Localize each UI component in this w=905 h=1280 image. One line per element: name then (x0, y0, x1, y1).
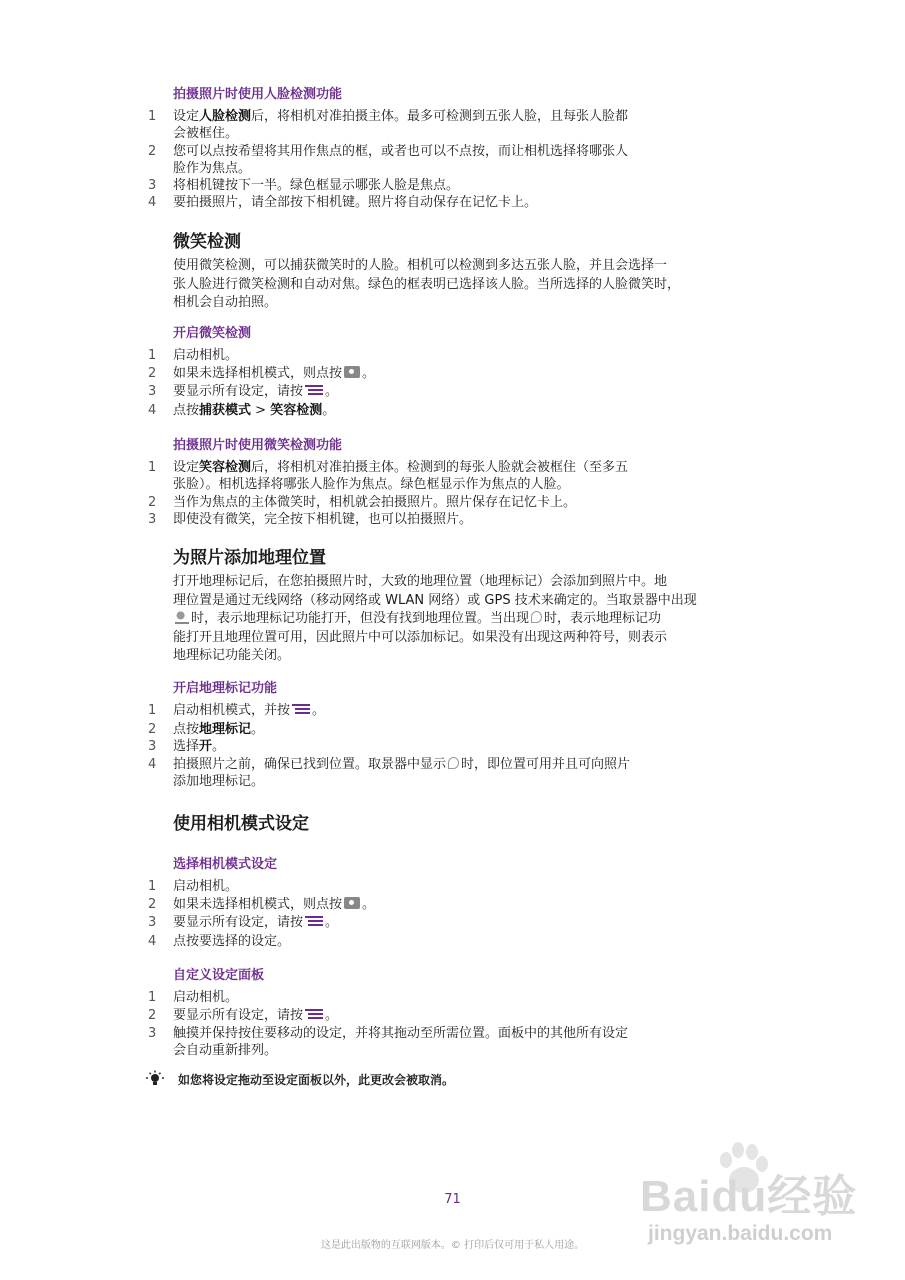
text: 张人脸进行微笑检测和自动对焦。绿色的框表明已选择该人脸。当所选择的人脸微笑时， (173, 276, 681, 292)
text: 理位置是通过无线网络（移动网络或 WLAN 网络）或 GPS 技术来确定的。当取景器中出现 (173, 592, 697, 608)
watermark-url: jingyan.baidu.com (648, 1222, 833, 1245)
subheading-customize-panel: 自定义设定面板 (173, 968, 265, 983)
text: 选择 (173, 739, 200, 754)
text: 要显示所有设定，请按 (173, 384, 304, 399)
text: 拍摄照片之前，确保已找到位置。取景器中显示 (173, 757, 447, 772)
item-text: 将相机键按下一半。绿色框显示哪张人脸是焦点。 (173, 178, 460, 193)
geotag-searching-icon (175, 611, 189, 624)
item-number: 1 (148, 348, 157, 363)
subheading-enable-smile: 开启微笑检测 (173, 326, 252, 341)
item-text: 启动相机。 (173, 879, 239, 894)
item-number: 3 (148, 512, 157, 527)
text: 添加地理标记。 (173, 774, 265, 789)
subheading-smile-shooting: 拍摄照片时使用微笑检测功能 (173, 438, 343, 453)
text: 设定 (173, 109, 200, 124)
text: 。 (362, 366, 376, 381)
text: 打开地理标记后，在您拍摄照片时，大致的地理位置（地理标记）会添加到照片中。地 (173, 574, 668, 589)
bold-term: 开 (199, 739, 213, 754)
camera-icon (344, 366, 360, 378)
text: 地理标记功能关闭。 (173, 648, 291, 663)
item-text: 即使没有微笑，完全按下相机键，也可以拍摄照片。 (173, 512, 473, 527)
heading-smile-detection: 微笑检测 (173, 232, 241, 252)
text: 触摸并保持按住要移动的设定，并将其拖动至所需位置。面板中的其他所有设定 (173, 1026, 629, 1041)
item-number: 2 (148, 897, 157, 912)
watermark-logo-text: Baidu经验 (640, 1172, 858, 1221)
item-text: 启动相机。 (173, 348, 239, 363)
text: 启动相机模式，并按 (173, 703, 291, 718)
text: 您可以点按希望将其用作焦点的框，或者也可以不点按，而让相机选择将哪张人 (173, 144, 629, 159)
heading-camera-mode-settings: 使用相机模式设定 (173, 814, 309, 834)
item-text (173, 143, 733, 177)
item-number: 3 (148, 1026, 157, 1041)
menu-icon (305, 1008, 323, 1021)
item-number: 4 (148, 757, 157, 772)
item-number: 3 (148, 915, 157, 930)
text: > (251, 403, 271, 418)
bold-term: 人脸检测 (199, 109, 252, 124)
text: 。 (325, 384, 339, 399)
text: 。 (322, 403, 336, 418)
text: 。 (362, 897, 376, 912)
text: 。 (251, 722, 265, 737)
text: 使用微笑检测，可以捕获微笑时的人脸。相机可以检测到多达五张人脸，并且会选择一 (173, 258, 668, 273)
bold-term: 笑容检测 (199, 460, 252, 475)
item-number: 2 (148, 1008, 157, 1023)
item-text: 要拍摄照片，请全部按下相机键。照片将自动保存在记忆卡上。 (173, 195, 538, 210)
subheading-enable-geotag: 开启地理标记功能 (173, 681, 278, 696)
text: 如果未选择相机模式，则点按 (173, 897, 343, 912)
item-number: 2 (148, 722, 157, 737)
text: 后，将相机对准拍摄主体。最多可检测到五张人脸，且每张人脸都 (251, 109, 629, 124)
item-text (173, 1025, 733, 1059)
item-text: 点按要选择的设定。 (173, 934, 291, 949)
lightbulb-icon (146, 1070, 164, 1088)
text: 如果未选择相机模式，则点按 (173, 366, 343, 381)
text: 会被框住。 (173, 126, 239, 141)
text: 设定 (173, 460, 200, 475)
item-number: 1 (148, 109, 157, 124)
item-number: 3 (148, 384, 157, 399)
item-number: 1 (148, 703, 157, 718)
geotag-found-icon (448, 757, 459, 769)
menu-icon (305, 915, 323, 928)
text: 时，表示地理标记功能打开，但没有找到地理位置。当出现 (191, 611, 530, 626)
text: 。 (325, 915, 339, 930)
item-number: 4 (148, 934, 157, 949)
paragraph-smile (173, 257, 763, 313)
item-number: 4 (148, 195, 157, 210)
text: 时，表示地理标记功 (544, 611, 662, 626)
camera-icon (344, 897, 360, 909)
text: 要显示所有设定，请按 (173, 1008, 304, 1023)
tip-text: 如您将设定拖动至设定面板以外，此更改会被取消。 (178, 1073, 455, 1087)
text: 点按 (173, 403, 200, 418)
page-footer: 这是此出版物的互联网版本。© 打印后仅可用于私人用途。 (320, 1240, 585, 1251)
item-number: 2 (148, 366, 157, 381)
item-text (173, 756, 733, 790)
paragraph-geotag (173, 573, 763, 666)
item-number: 1 (148, 990, 157, 1005)
page-number: 71 (444, 1192, 461, 1207)
item-number: 1 (148, 879, 157, 894)
bold-term: 地理标记 (199, 722, 252, 737)
text: 点按 (173, 722, 200, 737)
bold-term: 捕获模式 (199, 403, 252, 418)
subheading-select-settings: 选择相机模式设定 (173, 857, 278, 872)
item-number: 3 (148, 178, 157, 193)
item-number: 3 (148, 739, 157, 754)
text: 张脸）。相机选择将哪张人脸作为焦点。绿色框显示作为焦点的人脸。 (173, 477, 570, 492)
text: 脸作为焦点。 (173, 161, 252, 176)
menu-icon (292, 703, 310, 716)
item-text: 当作为焦点的主体微笑时，相机就会拍摄照片。照片保存在记忆卡上。 (173, 495, 577, 510)
item-text: 启动相机。 (173, 990, 239, 1005)
text: 后，将相机对准拍摄主体。检测到的每张人脸就会被框住（至多五 (251, 460, 629, 475)
text: 相机会自动拍照。 (173, 295, 278, 310)
text: 能打开且地理位置可用，因此照片中可以添加标记。如果没有出现这两种符号，则表示 (173, 629, 668, 645)
text: 。 (312, 703, 326, 718)
item-number: 4 (148, 403, 157, 418)
heading-geotag: 为照片添加地理位置 (173, 548, 326, 568)
item-number: 2 (148, 495, 157, 510)
item-text (173, 459, 733, 493)
item-number: 2 (148, 144, 157, 159)
text: 会自动重新排列。 (173, 1043, 278, 1058)
bold-term: 笑容检测 (270, 403, 323, 418)
item-number: 1 (148, 460, 157, 475)
text: 。 (212, 739, 226, 754)
text: 要显示所有设定，请按 (173, 915, 304, 930)
text: 时，即位置可用并且可向照片 (461, 757, 631, 772)
subheading-face-detection: 拍摄照片时使用人脸检测功能 (173, 87, 343, 102)
geotag-found-icon (531, 611, 542, 623)
text: 。 (325, 1008, 339, 1023)
menu-icon (305, 384, 323, 397)
item-text (173, 108, 733, 142)
